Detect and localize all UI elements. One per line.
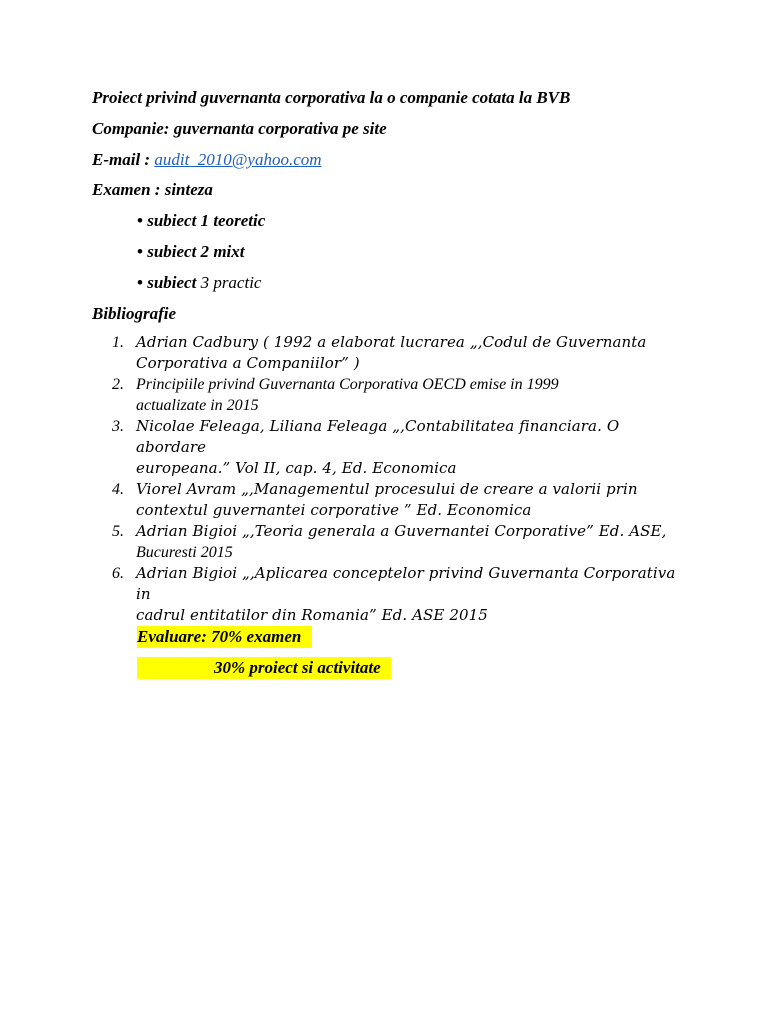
project-title: Proiect privind guvernanta corporativa la o companie cotata la BVB <box>92 88 571 107</box>
bullet-icon: • <box>137 273 143 292</box>
subject-item-1 <box>137 211 265 231</box>
list-item <box>108 521 688 563</box>
list-item-number: 2. <box>112 376 124 393</box>
list-item-number: 4. <box>112 481 124 498</box>
list-item <box>108 374 688 416</box>
list-item-line: Viorel Avram „,Managementul procesului de creare a valorii prin <box>136 480 638 498</box>
email-line <box>92 150 322 170</box>
list-item <box>108 416 688 479</box>
list-item-line: Adrian Bigioi „,Teoria generala a Guvernantei Corporative” Ed. ASE, <box>136 522 667 540</box>
bibliography-list <box>108 332 688 626</box>
list-item-number: 1. <box>112 334 124 351</box>
bibliography-heading: Bibliografie <box>92 304 177 323</box>
exam-line: Examen : sinteza <box>92 180 213 199</box>
company-line: Companie: guvernanta corporativa pe site <box>92 119 387 138</box>
subject-lead: subiect 1 <box>147 211 210 230</box>
list-item-line: contextul guvernantei corporative ” Ed. Economica <box>136 501 532 519</box>
list-item-line: actualizate in 2015 <box>136 397 259 414</box>
email-label: E-mail : <box>92 150 155 169</box>
subject-lead: subiect 2 <box>147 242 210 261</box>
bullet-icon: • <box>137 242 143 261</box>
bullet-icon: • <box>137 211 143 230</box>
evaluation-line-2: 30% proiect si activitate <box>214 658 381 677</box>
evaluation-highlight-2 <box>137 657 391 679</box>
list-item-number: 3. <box>112 418 124 435</box>
subject-rest: mixt <box>209 242 245 261</box>
subject-item-2 <box>137 242 244 262</box>
subject-rest: 3 practic <box>196 273 262 292</box>
subject-lead: subiect <box>147 273 197 292</box>
list-item-line: cadrul entitatilor din Romania” Ed. ASE 2015 <box>136 606 488 624</box>
list-item <box>108 479 688 521</box>
list-item <box>108 332 688 374</box>
subject-item-3 <box>137 273 261 293</box>
list-item-line: Principiile privind Guvernanta Corporativa OECD emise in 1999 <box>136 376 559 393</box>
list-item-number: 5. <box>112 523 124 540</box>
list-item-line: Bucuresti 2015 <box>136 544 233 561</box>
list-item-line: europeana.” Vol II, cap. 4, Ed. Economica <box>136 459 457 477</box>
evaluation-highlight-1 <box>137 626 312 648</box>
evaluation-line-1: Evaluare: 70% examen <box>137 627 302 646</box>
email-link[interactable]: audit_2010@yahoo.com <box>154 150 322 169</box>
list-item-line: Nicolae Feleaga, Liliana Feleaga „,Contabilitatea financiara. O abordare <box>136 417 620 456</box>
list-item-line: Adrian Bigioi „,Aplicarea conceptelor privind Guvernanta Corporativa in <box>136 564 676 603</box>
list-item-number: 6. <box>112 565 124 582</box>
list-item-line: Adrian Cadbury ( 1992 a elaborat lucrarea „,Codul de Guvernanta <box>136 333 647 351</box>
list-item-line: Corporativa a Companiilor” ) <box>136 354 360 372</box>
subject-rest: teoretic <box>209 211 266 230</box>
list-item <box>108 563 688 626</box>
